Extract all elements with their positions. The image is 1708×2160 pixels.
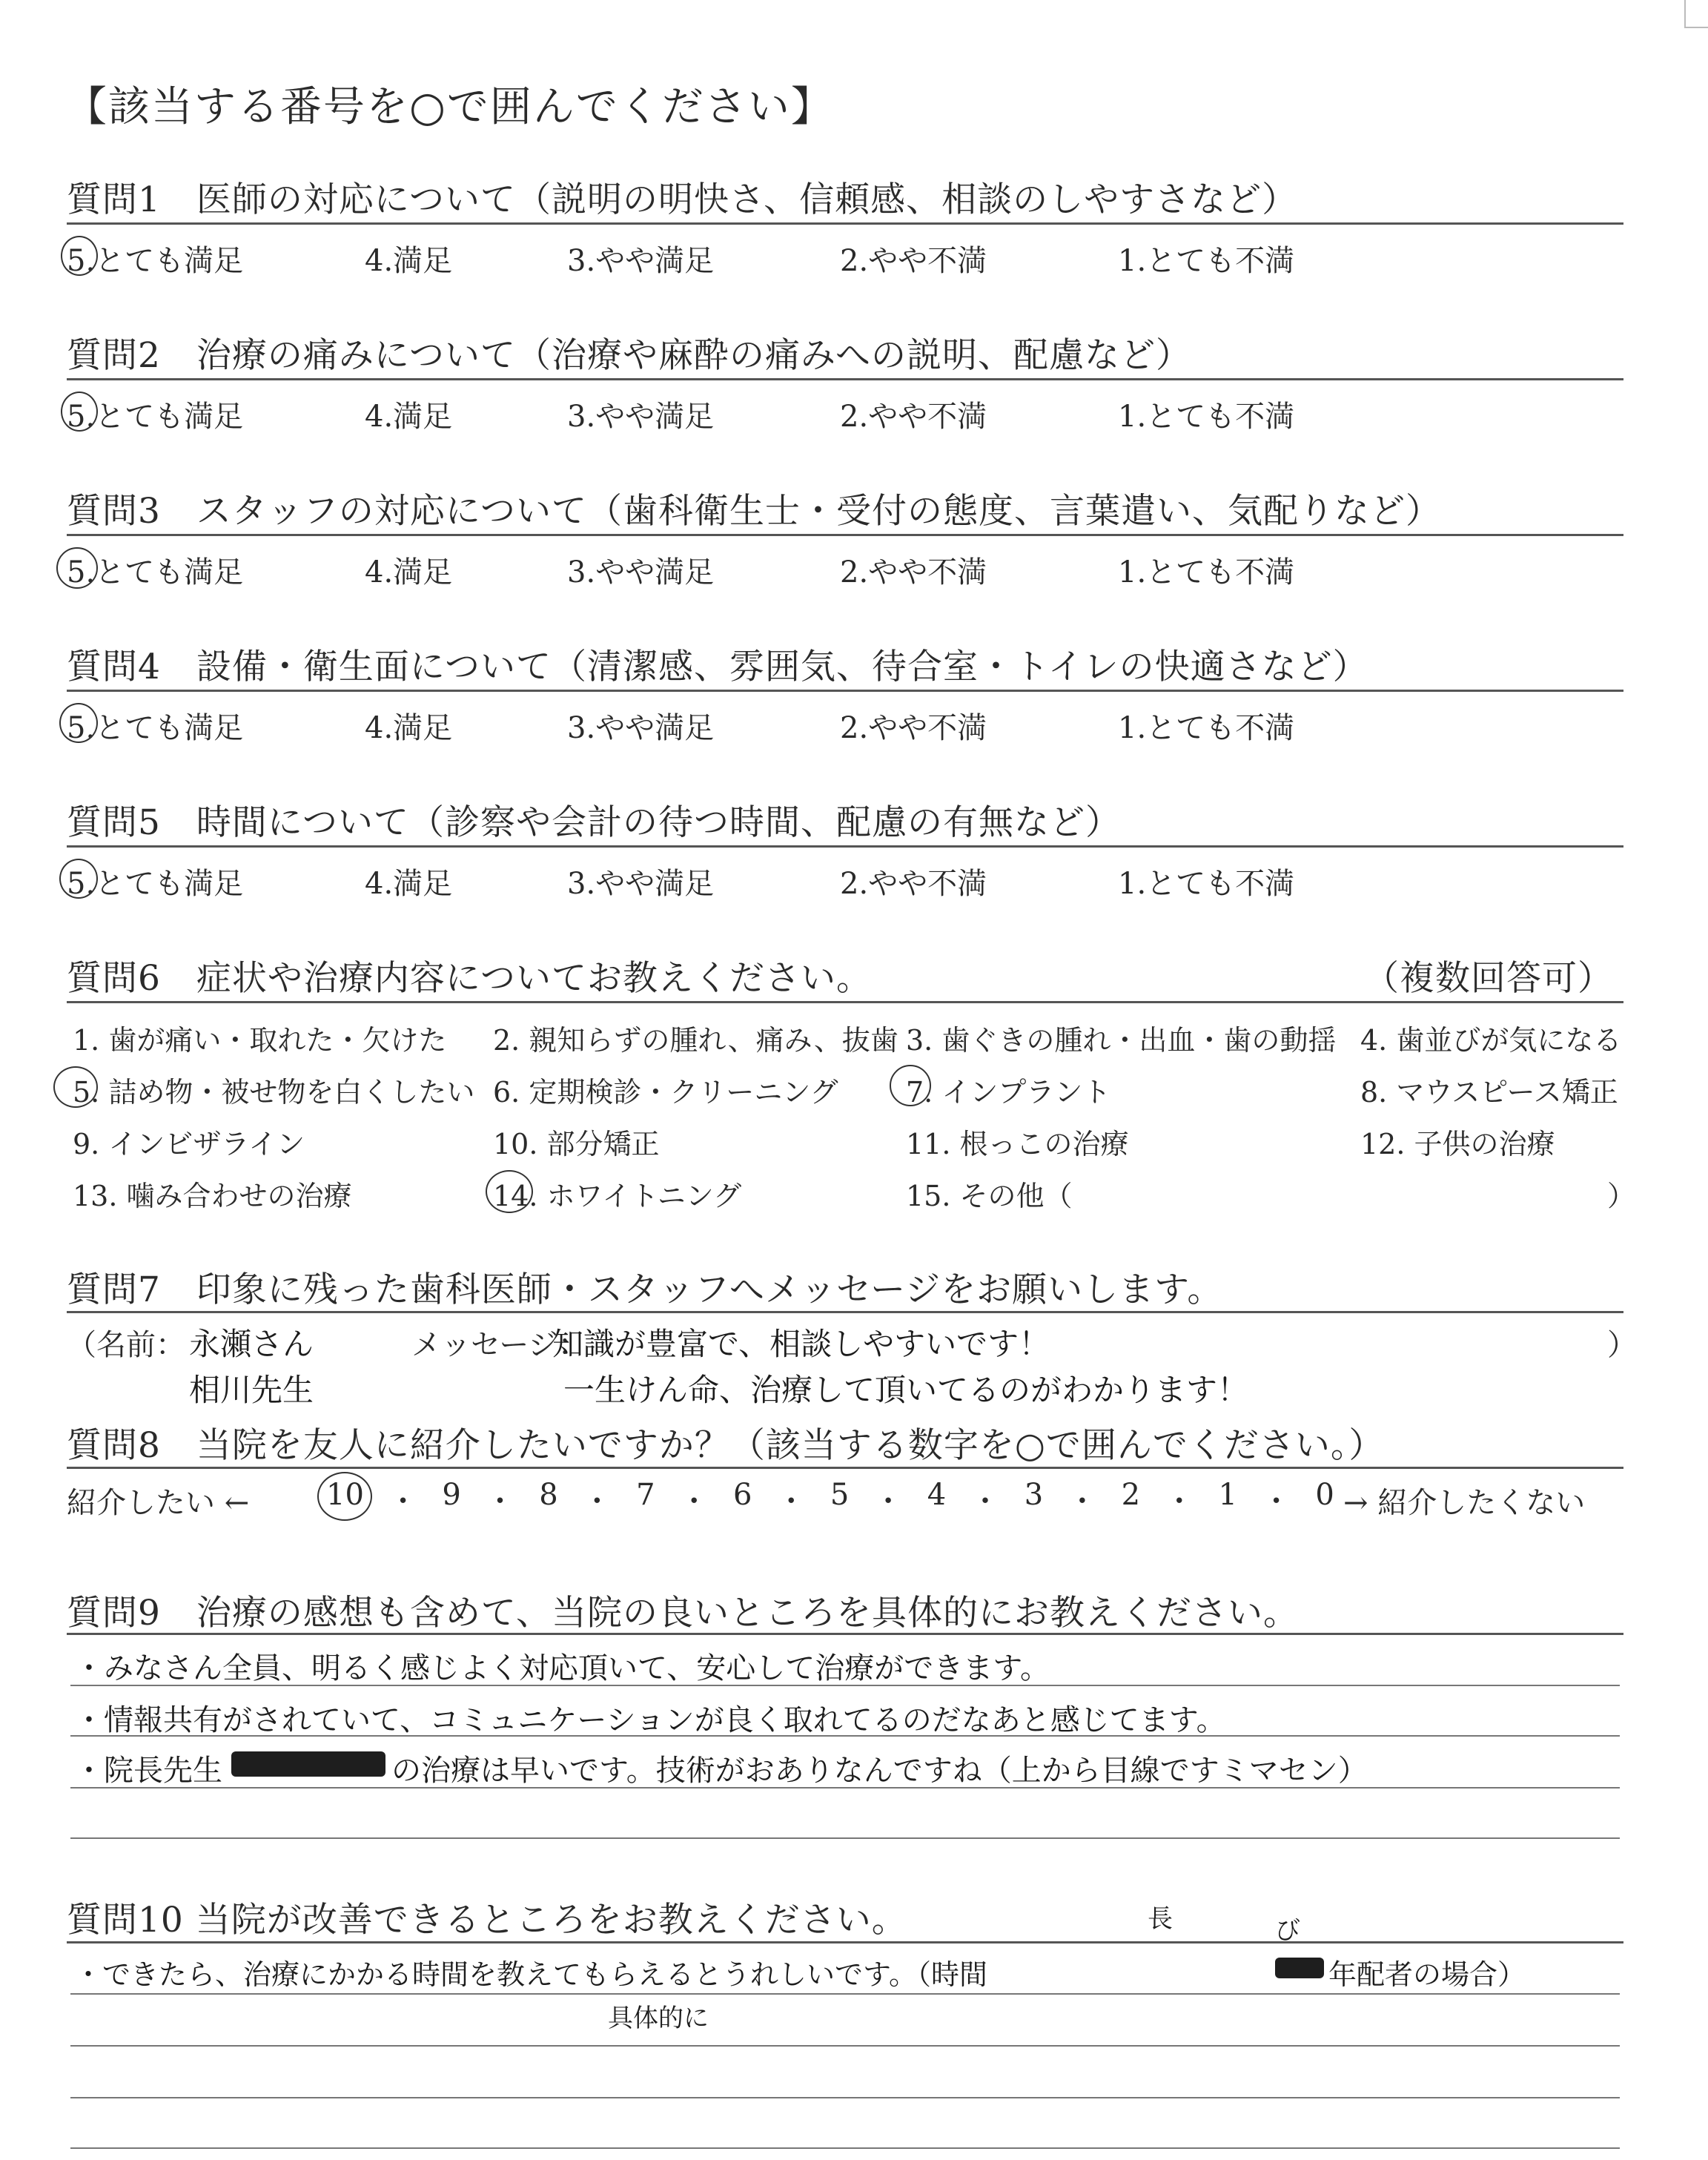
q4-heading: 質問4 設備・衛生面について（清潔感、雰囲気、待合室・トイレの快適さなど） (67, 647, 1368, 687)
q6-item-4[interactable]: 4. 歯並びが気になる (1360, 1024, 1622, 1057)
q1-heading: 質問1 医師の対応について（説明の明快さ、信頼感、相談のしやすさなど） (67, 179, 1298, 220)
q7-handwritten-message-2[interactable]: 一生けん命、治療して頂いてるのがわかります！ (563, 1372, 1249, 1408)
q7-heading: 質問7 印象に残った歯科医師・スタッフへメッセージをお願いします。 (67, 1269, 1223, 1310)
q6-item-1[interactable]: 1. 歯が痛い・取れた・欠けた (73, 1024, 447, 1057)
q2-option-4[interactable]: 4.満足 (365, 400, 453, 434)
q8-scale-0[interactable]: 0 (1315, 1478, 1334, 1512)
q8-scale (326, 1478, 1334, 1520)
q3-option-4[interactable]: 4.満足 (365, 555, 453, 589)
q8-left-label: 紹介したい ← (67, 1486, 250, 1520)
q6-item-5[interactable]: 5. 詰め物・被せ物を白くしたい (73, 1076, 475, 1109)
q8-rule (67, 1467, 1623, 1469)
q6-heading: 質問6 症状や治療内容についてお教えください。 (67, 958, 872, 999)
q1-rule (67, 222, 1623, 225)
q6-item-10[interactable]: 10. 部分矯正 (493, 1128, 660, 1160)
q4-option-5[interactable]: 5.とても満足 (67, 711, 244, 745)
q2-selection-circle (61, 392, 98, 432)
q8-scale-8[interactable]: 8 (539, 1478, 558, 1512)
q8-scale-sep: ・ (873, 1484, 904, 1519)
q8-scale-sep: ・ (1067, 1484, 1097, 1519)
correction-scribble (1275, 1958, 1324, 1978)
q8-scale-sep: ・ (485, 1484, 515, 1519)
q8-scale-sep: ・ (1164, 1484, 1194, 1519)
q7-name-prefix: （名前： (67, 1328, 185, 1362)
q6-selection-circle-5 (53, 1066, 98, 1108)
q8-scale-2[interactable]: 2 (1121, 1478, 1141, 1512)
q1-option-2[interactable]: 2.やや不満 (840, 244, 987, 278)
q2-option-1[interactable]: 1.とても不満 (1118, 400, 1295, 434)
q3-heading: 質問3 スタッフの対応について（歯科衛生士・受付の態度、言葉遣い、気配りなど） (67, 491, 1441, 532)
q10-insert-below: 具体的に (608, 2004, 709, 2033)
q4-rule (67, 690, 1623, 692)
q3-option-1[interactable]: 1.とても不満 (1118, 555, 1295, 589)
q5-option-1[interactable]: 1.とても不満 (1118, 867, 1295, 901)
q2-option-3[interactable]: 3.やや満足 (567, 400, 715, 434)
q7-handwritten-name-2: 相川先生 (189, 1372, 314, 1408)
q7-close-paren: ） (1607, 1328, 1637, 1362)
q6-item-3[interactable]: 3. 歯ぐきの腫れ・出血・歯の動揺 (906, 1024, 1337, 1057)
q1-selection-circle (61, 236, 98, 276)
q5-option-2[interactable]: 2.やや不満 (840, 867, 987, 901)
q8-scale-4[interactable]: 4 (927, 1478, 947, 1512)
q8-heading: 質問8 当院を友人に紹介したいですか？（該当する数字を○で囲んでください。） (67, 1425, 1385, 1466)
q8-scale-sep: ・ (776, 1484, 807, 1519)
q9-rule (67, 1633, 1623, 1635)
q2-heading: 質問2 治療の痛みについて（治療や麻酔の痛みへの説明、配慮など） (67, 335, 1192, 376)
q6-multiple-answers-note: （複数回答可） (1364, 958, 1613, 999)
q8-right-label: → 紹介したくない (1343, 1486, 1586, 1520)
q7-handwritten-name-1: 永瀬さん (189, 1326, 314, 1362)
q8-scale-7[interactable]: 7 (636, 1478, 655, 1512)
q3-option-2[interactable]: 2.やや不満 (840, 555, 987, 589)
q6-item-6[interactable]: 6. 定期検診・クリーニング (493, 1076, 838, 1109)
q6-item-15[interactable]: 15. その他（ (906, 1180, 1073, 1212)
q5-rule (67, 845, 1623, 848)
q6-item-11[interactable]: 11. 根っこの治療 (906, 1128, 1129, 1160)
q8-scale-6[interactable]: 6 (733, 1478, 752, 1512)
q2-option-2[interactable]: 2.やや不満 (840, 400, 987, 434)
q7-rule (67, 1311, 1623, 1313)
q7-handwritten-message-1[interactable]: 知識が豊富で、相談しやすいです！ (552, 1326, 1050, 1362)
q6-item-13[interactable]: 13. 噛み合わせの治療 (73, 1180, 352, 1212)
q9-handwritten-line-3-end[interactable]: の治療は早いです。技術がおありなんですね（上から目線ですミマセン） (391, 1754, 1368, 1788)
q6-selection-circle-7 (890, 1065, 931, 1106)
q5-option-3[interactable]: 3.やや満足 (567, 867, 715, 901)
q8-scale-sep: ・ (679, 1484, 709, 1519)
q8-scale-sep: ・ (388, 1484, 418, 1519)
q6-rule (67, 1001, 1623, 1003)
q9-handwritten-line-2[interactable]: ・情報共有がされていて、コミュニケーションが良く取れてるのだなあと感じてます。 (74, 1703, 1226, 1737)
redaction-scribble (231, 1751, 385, 1777)
q5-option-4[interactable]: 4.満足 (365, 867, 453, 901)
q1-option-5[interactable]: 5.とても満足 (67, 244, 244, 278)
q10-handwritten-line-end[interactable]: 年配者の場合） (1328, 1958, 1526, 1991)
q4-option-3[interactable]: 3.やや満足 (567, 711, 715, 745)
q2-option-5[interactable]: 5.とても満足 (67, 400, 244, 434)
q1-option-4[interactable]: 4.満足 (365, 244, 453, 278)
q5-option-5[interactable]: 5.とても満足 (67, 867, 244, 901)
q6-item-9[interactable]: 9. インビザライン (73, 1128, 305, 1160)
q8-scale-sep: ・ (970, 1484, 1000, 1519)
q6-item-8[interactable]: 8. マウスピース矯正 (1360, 1076, 1618, 1109)
q9-heading: 質問9 治療の感想も含めて、当院の良いところを具体的にお教えください。 (67, 1593, 1299, 1634)
q6-item-14[interactable]: 14. ホワイトニング (493, 1180, 742, 1212)
page-title: 【該当する番号を○で囲んでください】 (65, 83, 834, 131)
q5-selection-circle (59, 859, 98, 899)
q8-scale-3[interactable]: 3 (1024, 1478, 1044, 1512)
q1-option-1[interactable]: 1.とても不満 (1118, 244, 1295, 278)
q4-option-1[interactable]: 1.とても不満 (1118, 711, 1295, 745)
q7-message-label: メッセージ： (411, 1328, 588, 1362)
q10-heading: 質問10 当院が改善できるところをお教えください。 (67, 1900, 907, 1941)
q10-handwritten-line[interactable]: ・できたら、治療にかかる時間を教えてもらえるとうれしいです。（時間 (74, 1958, 987, 1991)
q8-scale-9[interactable]: 9 (442, 1478, 461, 1512)
q10-rule (67, 1941, 1623, 1943)
q8-scale-sep: ・ (1261, 1484, 1291, 1519)
q9-answer-line-4 (70, 1837, 1620, 1839)
q1-option-3[interactable]: 3.やや満足 (567, 244, 715, 278)
q10-answer-line-2 (70, 2045, 1620, 2047)
q9-handwritten-line-3-start[interactable]: ・院長先生 (74, 1754, 222, 1788)
q8-selection-circle (317, 1472, 372, 1521)
q6-item-15-close: ） (1607, 1180, 1636, 1212)
q6-item-12[interactable]: 12. 子供の治療 (1360, 1128, 1555, 1160)
q8-scale-10[interactable]: 10 (326, 1478, 364, 1512)
q6-item-7[interactable]: 7. インプラント (906, 1076, 1111, 1109)
q4-option-4[interactable]: 4.満足 (365, 711, 453, 745)
q6-item-2[interactable]: 2. 親知らずの腫れ、痛み、抜歯 (493, 1024, 898, 1057)
q6-selection-circle-14 (486, 1170, 533, 1213)
q8-scale-5[interactable]: 5 (830, 1478, 850, 1512)
q4-selection-circle (59, 703, 98, 743)
q10-insert-above-2: び (1275, 1916, 1300, 1946)
q8-scale-1[interactable]: 1 (1218, 1478, 1237, 1512)
scan-corner-mark (1684, 0, 1708, 28)
q9-handwritten-line-1[interactable]: ・みなさん全員、明るく感じよく対応頂いて、安心して治療ができます。 (74, 1651, 1050, 1685)
q10-insert-above-1: 長 (1148, 1904, 1173, 1934)
q4-option-2[interactable]: 2.やや不満 (840, 711, 987, 745)
q10-answer-line-4 (70, 2147, 1620, 2149)
q5-heading: 質問5 時間について（診察や会計の待つ時間、配慮の有無など） (67, 802, 1121, 843)
q3-option-3[interactable]: 3.やや満足 (567, 555, 715, 589)
q3-rule (67, 534, 1623, 536)
q3-selection-circle (56, 547, 98, 589)
q2-rule (67, 378, 1623, 380)
q8-scale-sep: ・ (582, 1484, 612, 1519)
q10-answer-line-3 (70, 2097, 1620, 2098)
q10-answer-line-1 (70, 1993, 1620, 1995)
q3-option-5[interactable]: 5.とても満足 (67, 555, 244, 589)
